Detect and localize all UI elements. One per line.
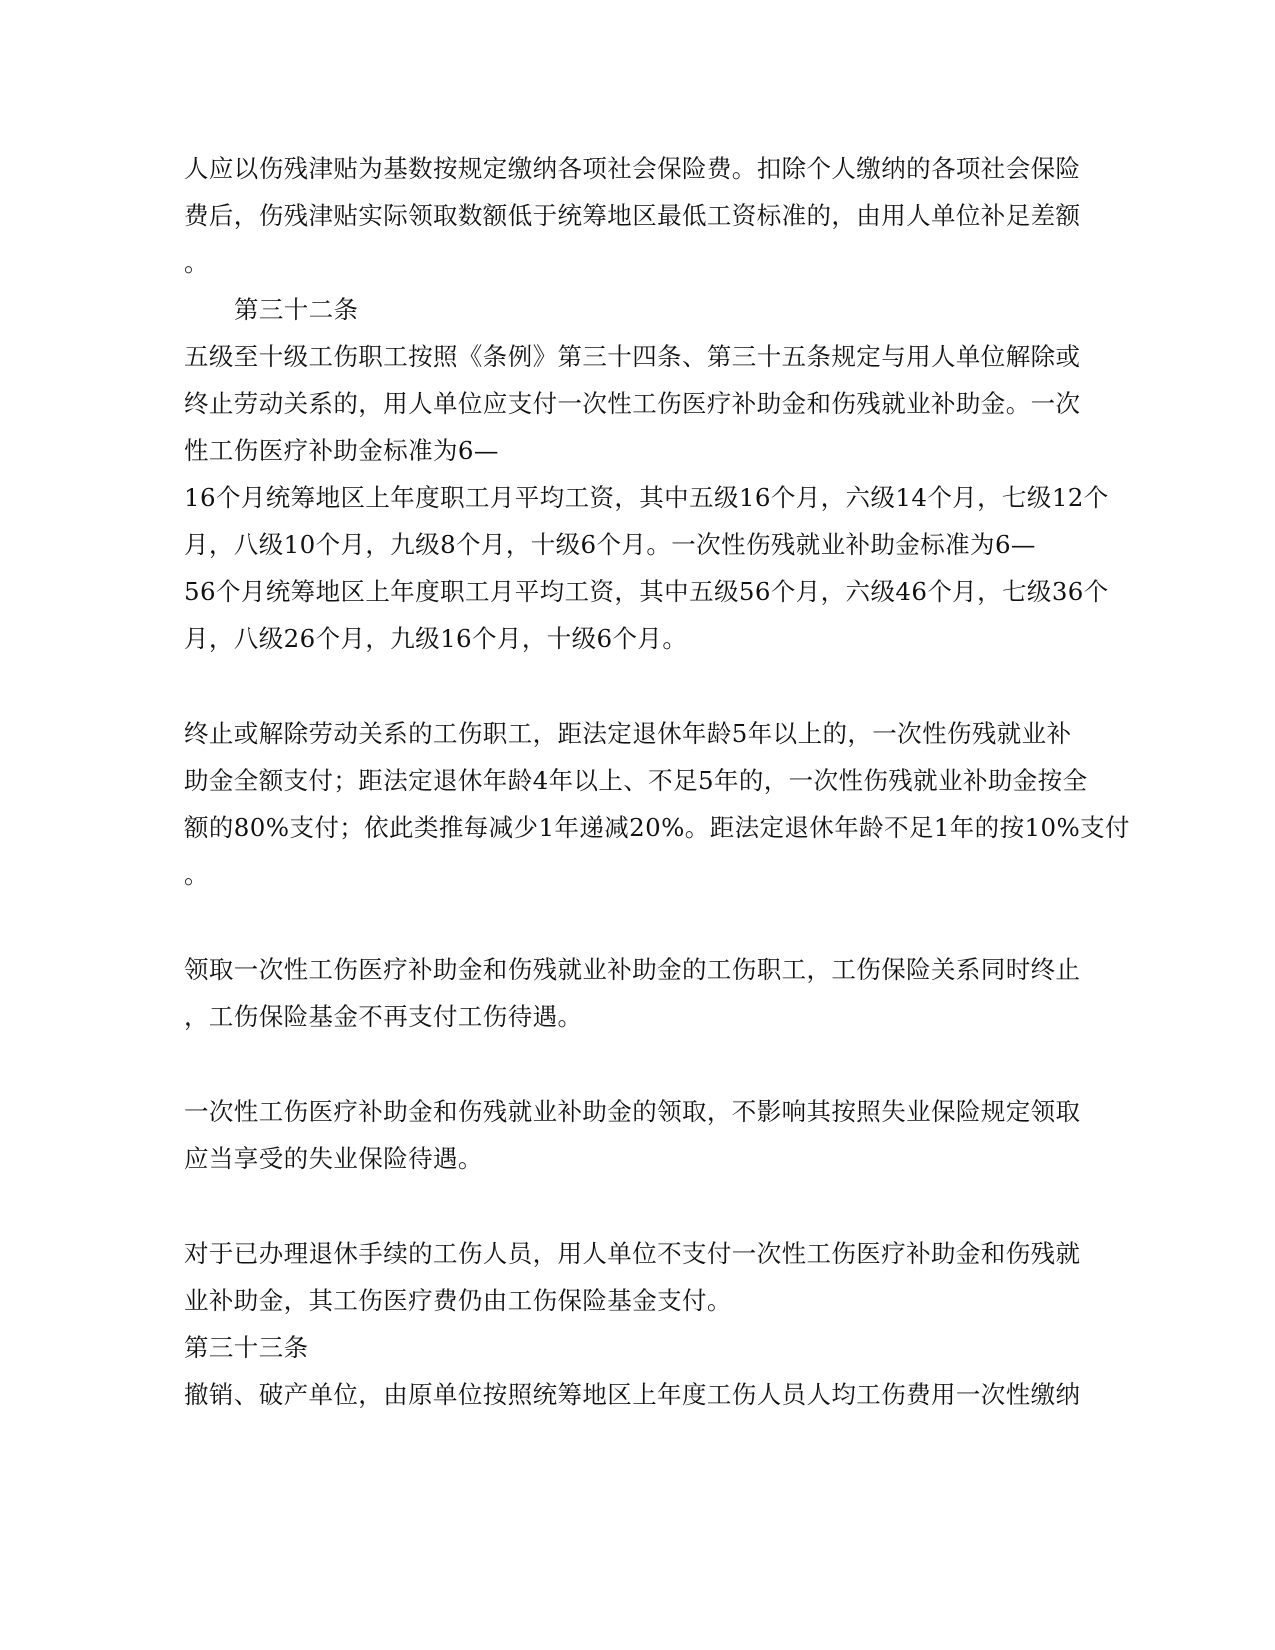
- article-heading: 第三十三条: [184, 1333, 309, 1362]
- text-line: 。: [184, 248, 209, 277]
- text-line: 撤销、破产单位，由原单位按照统筹地区上年度工伤人员人均工伤费用一次性缴纳: [184, 1380, 1081, 1409]
- text-line: 对于已办理退休手续的工伤人员，用人单位不支付一次性工伤医疗补助金和伤残就: [184, 1239, 1081, 1268]
- text-line: 五级至十级工伤职工按照《条例》第三十四条、第三十五条规定与用人单位解除或: [184, 342, 1081, 371]
- text-line: 终止劳动关系的，用人单位应支付一次性工伤医疗补助金和伤残就业补助金。一次: [184, 389, 1081, 418]
- text-line: 额的80%支付；依此类推每减少1年递减20%。距法定退休年龄不足1年的按10%支付: [184, 813, 1130, 842]
- text-line: 16个月统筹地区上年度职工月平均工资，其中五级16个月，六级14个月，七级12个: [184, 483, 1109, 512]
- text-line: 。: [184, 860, 209, 889]
- text-line: 业补助金，其工伤医疗费仍由工伤保险基金支付。: [184, 1286, 732, 1315]
- text-line: 助金全额支付；距法定退休年龄4年以上、不足5年的，一次性伤残就业补助金按全: [184, 766, 1088, 795]
- text-line: 终止或解除劳动关系的工伤职工，距法定退休年龄5年以上的，一次性伤残就业补: [184, 719, 1072, 748]
- article-heading: 第三十二条: [234, 295, 359, 324]
- text-line: 性工伤医疗补助金标准为6—: [184, 436, 499, 465]
- text-line: 月，八级10个月，九级8个月，十级6个月。一次性伤残就业补助金标准为6—: [184, 530, 1036, 559]
- text-line: ，工伤保险基金不再支付工伤待遇。: [184, 1002, 583, 1031]
- text-line: 费后，伤残津贴实际领取数额低于统筹地区最低工资标准的，由用人单位补足差额: [184, 201, 1081, 230]
- text-line: 领取一次性工伤医疗补助金和伤残就业补助金的工伤职工，工伤保险关系同时终止: [184, 955, 1081, 984]
- text-line: 一次性工伤医疗补助金和伤残就业补助金的领取，不影响其按照失业保险规定领取: [184, 1097, 1081, 1126]
- text-line: 人应以伤残津贴为基数按规定缴纳各项社会保险费。扣除个人缴纳的各项社会保险: [184, 154, 1081, 183]
- text-line: 应当享受的失业保险待遇。: [184, 1144, 483, 1173]
- text-line: 月，八级26个月，九级16个月，十级6个月。: [184, 624, 688, 653]
- text-line: 56个月统筹地区上年度职工月平均工资，其中五级56个月，六级46个月，七级36个: [184, 577, 1109, 606]
